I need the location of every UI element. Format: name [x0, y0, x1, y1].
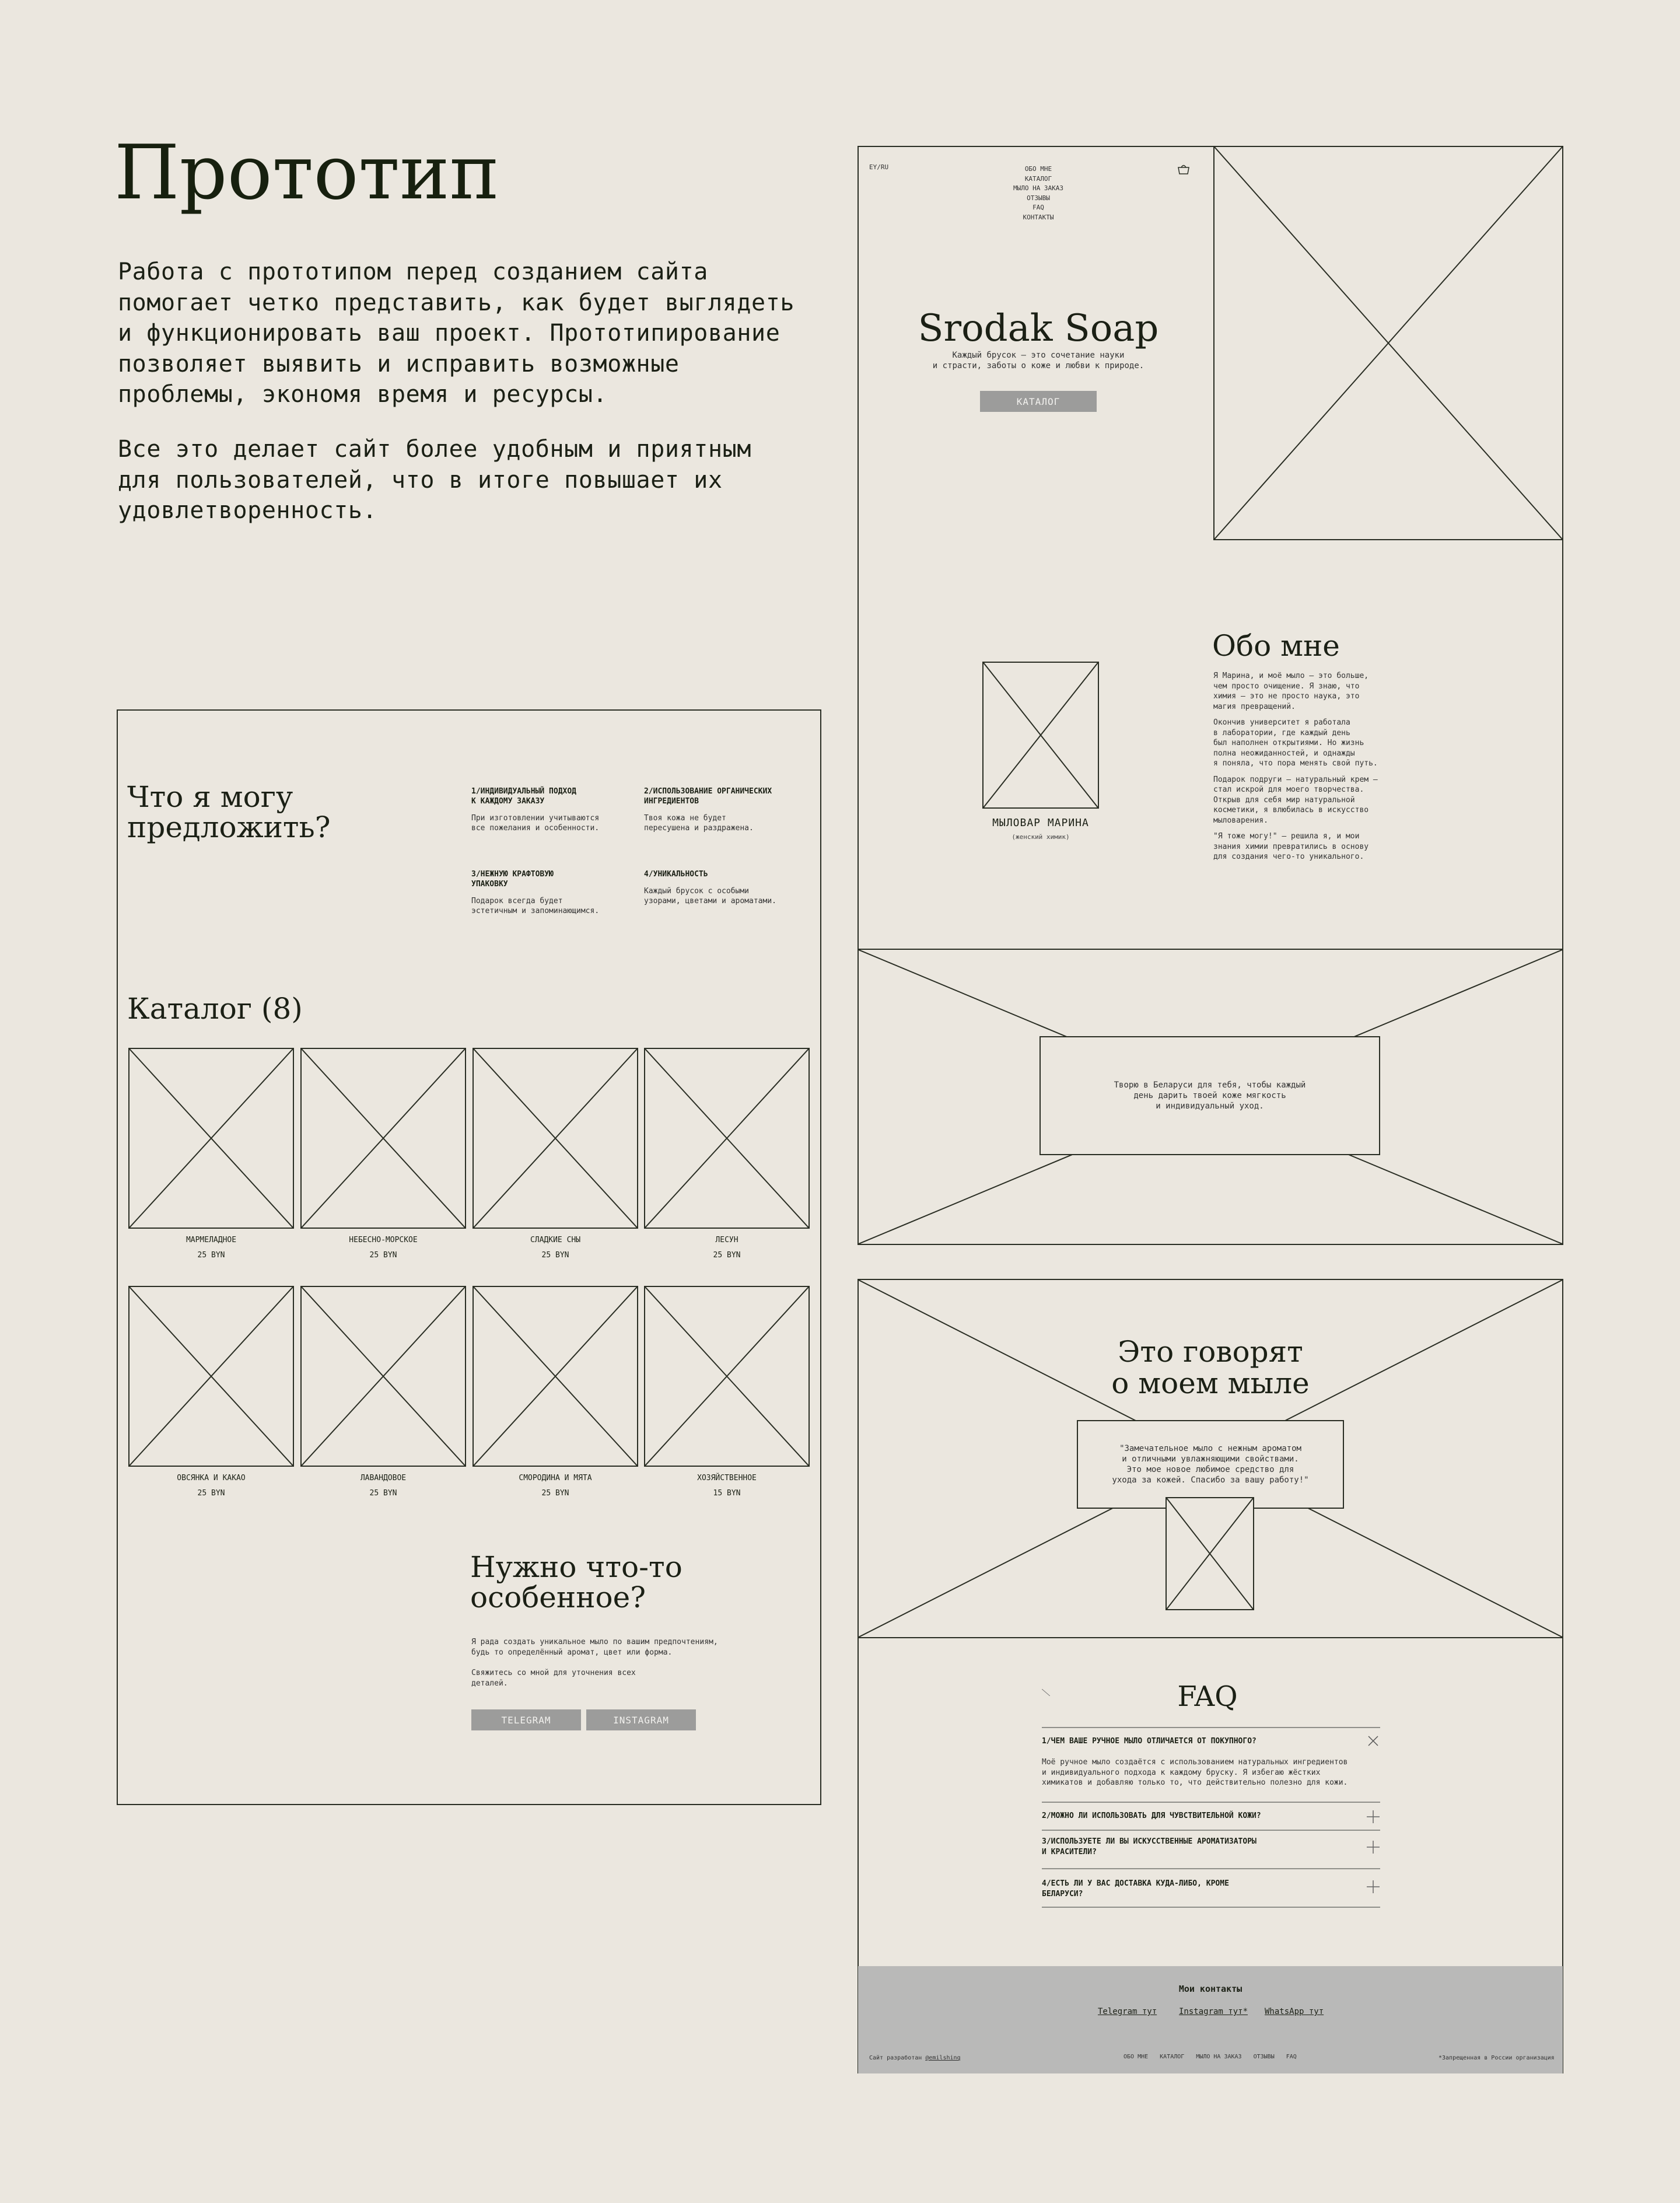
footer-nav-reviews[interactable]: ОТЗЫВЫ — [1253, 2054, 1275, 2060]
catalog-title: Каталог (8) — [127, 992, 303, 1026]
footer-disclaimer: *Запрещенная в России организация — [1438, 2055, 1555, 2061]
portrait-placeholder — [982, 662, 1099, 809]
intro-paragraph-2 — [118, 434, 751, 526]
special-line: будь то определённый аромат, цвет или форма. — [471, 1648, 673, 1657]
product-price: 25 BYN — [369, 1489, 397, 1498]
decorative-dash-icon — [1042, 1687, 1050, 1694]
intro-line: Работа с прототипом перед созданием сайта — [118, 258, 708, 285]
about-line: химия – это не просто наука, это — [1213, 692, 1360, 701]
product-price: 25 BYN — [541, 1251, 569, 1260]
intro-line: позволяет выявить и исправить возможные — [118, 350, 680, 377]
footer-instagram-link[interactable]: Instagram тут* — [1179, 2007, 1248, 2016]
special-title — [470, 1552, 682, 1613]
footer-developer-link[interactable]: @emilshinq — [925, 2055, 961, 2061]
nav-item-catalog[interactable]: КАТАЛОГ — [1024, 174, 1052, 183]
portrait-caption-name: МЫЛОВАР МАРИНА — [992, 817, 1089, 829]
product-image-placeholder[interactable] — [644, 1048, 810, 1229]
tagline-line: и страсти, заботы о коже и любви к природе. — [932, 361, 1144, 370]
product-image-placeholder[interactable] — [300, 1286, 466, 1467]
footer-telegram-link[interactable]: Telegram тут — [1098, 2007, 1157, 2016]
faq-divider — [1042, 1868, 1380, 1869]
footer-nav-catalog[interactable]: КАТАЛОГ — [1160, 2054, 1185, 2060]
about-line: стал искрой для моего творчества. — [1213, 785, 1364, 794]
special-line: Свяжитесь со мной для уточнения всех — [471, 1669, 636, 1677]
feature-title: 4/УНИКАЛЬНОСТЬ — [644, 870, 708, 879]
feature-text: все пожелания и особенности. — [471, 824, 600, 833]
about-line: я поняла, что пора менять свой путь. — [1213, 759, 1378, 768]
about-line: Открыв для себя мир натуральной — [1213, 795, 1355, 805]
feature-title: ИНГРЕДИЕНТОВ — [644, 797, 699, 806]
about-line: Я Марина, и моё мыло – это больше, — [1213, 672, 1369, 680]
faq-question-4[interactable] — [1042, 1879, 1229, 1899]
product-name[interactable]: ОВСЯНКА И КАКАО — [177, 1474, 246, 1482]
faq-question-line: 3/ИСПОЛЬЗУЕТЕ ЛИ ВЫ ИСКУССТВЕННЫЕ АРОМАТИЗАТОРЫ — [1042, 1837, 1256, 1846]
feature-2 — [644, 786, 813, 833]
faq-question-line: 4/ЕСТЬ ЛИ У ВАС ДОСТАВКА КУДА-ЛИБО, КРОМЕ — [1042, 1879, 1229, 1888]
review-line: "Замечательное мыло с нежным ароматом — [1119, 1444, 1301, 1453]
intro-line: и функционировать ваш проект. Прототипирование — [118, 320, 780, 347]
main-nav — [992, 165, 1085, 222]
offer-title — [127, 782, 331, 842]
feature-text: узорами, цветами и ароматами. — [644, 897, 776, 905]
close-icon[interactable] — [1367, 1735, 1379, 1747]
feature-4 — [644, 869, 813, 906]
feature-1 — [471, 786, 635, 833]
product-image-placeholder[interactable] — [128, 1048, 294, 1229]
about-paragraph — [1213, 831, 1423, 862]
about-line: "Я тоже могу!" – решила я, и мои — [1213, 832, 1360, 841]
nav-item-custom-soap[interactable]: МЫЛО НА ЗАКАЗ — [1013, 184, 1064, 192]
product-price: 15 BYN — [713, 1489, 741, 1498]
product-name[interactable]: СЛАДКИЕ СНЫ — [530, 1236, 581, 1244]
product-image-placeholder[interactable] — [300, 1048, 466, 1229]
feature-title: УПАКОВКУ — [471, 880, 508, 889]
hero-image-placeholder — [1213, 146, 1563, 540]
product-image-placeholder[interactable] — [128, 1286, 294, 1467]
about-title: Обо мне — [1212, 629, 1340, 663]
footer-nav-about[interactable]: ОБО МНЕ — [1124, 2054, 1149, 2060]
instagram-button[interactable]: INSTAGRAM — [586, 1709, 696, 1730]
product-price: 25 BYN — [541, 1489, 569, 1498]
intro-line: помогает четко представить, как будет выглядеть — [118, 289, 795, 316]
about-line: для создания чего-то уникального. — [1213, 852, 1364, 861]
page-title: Прототип — [114, 130, 499, 216]
feature-text: эстетичным и запоминающимся. — [471, 907, 600, 915]
faq-answer-line: химикатов и добавляю только то, что действительно полезно для кожи. — [1042, 1778, 1348, 1787]
catalog-button[interactable]: КАТАЛОГ — [980, 391, 1097, 412]
faq-divider — [1042, 1802, 1380, 1803]
basket-icon[interactable] — [1177, 163, 1190, 175]
banner-card — [1040, 1036, 1380, 1155]
review-line: ухода за кожей. Спасибо за вашу работу!" — [1112, 1475, 1309, 1485]
feature-text: Каждый брусок с особыми — [644, 887, 750, 896]
about-line: знания химии превратились в основу — [1213, 842, 1369, 851]
about-line: косметики, я влюбилась в искусство — [1213, 806, 1369, 814]
offer-title-line: Что я могу — [127, 780, 293, 814]
feature-3 — [471, 869, 635, 916]
feature-text: Подарок всегда будет — [471, 897, 563, 905]
plus-icon[interactable] — [1366, 1840, 1380, 1854]
faq-question-1[interactable]: 1/ЧЕМ ВАШЕ РУЧНОЕ МЫЛО ОТЛИЧАЕТСЯ ОТ ПОКУПНОГО? — [1042, 1737, 1256, 1746]
faq-question-3[interactable] — [1042, 1837, 1256, 1857]
special-line: Я рада создать уникальное мыло по вашим предпочтениям, — [471, 1638, 718, 1646]
special-title-line: Нужно что-то — [470, 1550, 682, 1584]
footer-nav — [1124, 2054, 1297, 2060]
about-line: Подарок подруги – натуральный крем – — [1213, 775, 1378, 784]
faq-divider — [1042, 1727, 1380, 1728]
nav-item-reviews[interactable]: ОТЗЫВЫ — [1027, 194, 1050, 202]
about-line: чем просто очищение. Я знаю, что — [1213, 681, 1360, 691]
feature-text: При изготовлении учитываются — [471, 814, 600, 823]
nav-item-faq[interactable]: FAQ — [1032, 204, 1044, 211]
feature-title: 2/ИСПОЛЬЗОВАНИЕ ОРГАНИЧЕСКИХ — [644, 787, 772, 796]
about-line: полна неожиданностей, и однажды — [1213, 749, 1355, 758]
footer-whatsapp-link[interactable]: WhatsApp тут — [1265, 2007, 1324, 2016]
special-line: деталей. — [471, 1679, 508, 1688]
plus-icon[interactable] — [1366, 1810, 1380, 1824]
about-line: в лаборатории, где каждый день — [1213, 728, 1350, 737]
banner-line: Творю в Беларуси для тебя, чтобы каждый — [1114, 1080, 1306, 1090]
plus-icon[interactable] — [1366, 1880, 1380, 1894]
reviews-title-line: о моем мыле — [1111, 1366, 1310, 1400]
banner-line: день дарить твоей коже мягкость — [1133, 1091, 1286, 1100]
reviews-title-line: Это говорят — [1118, 1335, 1303, 1369]
faq-question-line: БЕЛАРУСИ? — [1042, 1889, 1083, 1898]
faq-divider — [1042, 1907, 1380, 1908]
intro-line: проблемы, экономя время и ресурсы. — [118, 381, 608, 408]
footer-contacts-title: Мои контакты — [1178, 1984, 1242, 1994]
footer-nav-custom-soap[interactable]: МЫЛО НА ЗАКАЗ — [1196, 2054, 1242, 2060]
tagline-line: Каждый брусок – это сочетание науки — [952, 351, 1125, 360]
product-image-placeholder[interactable] — [644, 1286, 810, 1467]
portrait-caption-role: (женский химик) — [1012, 833, 1070, 841]
special-title-line: особенное? — [470, 1580, 646, 1614]
feature-text: Твоя кожа не будет — [644, 814, 726, 823]
about-line: магия превращений. — [1213, 702, 1296, 711]
faq-title: FAQ — [1177, 1680, 1238, 1713]
nav-item-contacts[interactable]: КОНТАКТЫ — [1023, 213, 1054, 221]
reviewer-photo-placeholder — [1166, 1497, 1254, 1610]
reviews-title — [1059, 1336, 1362, 1399]
intro-line: Все это делает сайт более удобным и приятным — [118, 436, 752, 463]
faq-question-line: И КРАСИТЕЛИ? — [1042, 1847, 1097, 1856]
product-name[interactable]: ЛАВАНДОВОЕ — [360, 1474, 407, 1482]
feature-text: пересушена и раздражена. — [644, 824, 754, 833]
product-name[interactable]: НЕБЕСНО-МОРСКОЕ — [349, 1236, 418, 1244]
about-line: мыловарения. — [1213, 816, 1268, 825]
feature-title: 1/ИНДИВИДУАЛЬНЫЙ ПОДХОД — [471, 787, 577, 796]
intro-line: удовлетворенность. — [118, 497, 377, 524]
product-price: 25 BYN — [197, 1251, 225, 1260]
faq-divider — [1042, 1830, 1380, 1831]
nav-item-about[interactable]: ОБО МНЕ — [1024, 165, 1052, 173]
language-switch[interactable]: EY/RU — [869, 163, 889, 171]
hero-tagline — [892, 350, 1184, 371]
product-image-placeholder[interactable] — [473, 1048, 638, 1229]
faq-answer-1 — [1042, 1757, 1380, 1788]
special-text — [471, 1637, 798, 1688]
banner-line: и индивидуальный уход. — [1156, 1102, 1264, 1111]
brand-name: Srodak Soap — [918, 307, 1159, 350]
about-line: Окончив университет я работала — [1213, 718, 1350, 727]
review-card — [1077, 1420, 1344, 1509]
faq-answer-line: Моё ручное мыло создаётся с использованием натуральных ингредиентов — [1042, 1758, 1348, 1767]
footer-developer — [869, 2055, 961, 2061]
product-name[interactable]: СМОРОДИНА И МЯТА — [519, 1474, 592, 1482]
review-line: Это мое новое любимое средство для — [1126, 1465, 1294, 1474]
about-paragraph — [1213, 718, 1423, 769]
about-line: был наполнен открытиями. Но жизнь — [1213, 739, 1364, 747]
faq-question-2[interactable]: 2/МОЖНО ЛИ ИСПОЛЬЗОВАТЬ ДЛЯ ЧУВСТВИТЕЛЬНОЙ КОЖИ? — [1042, 1812, 1261, 1820]
faq-answer-line: и индивидуального подхода к каждому бруску. Я избегаю жёстких — [1042, 1768, 1321, 1777]
footer-developer-prefix: Сайт разработан — [869, 2055, 922, 2061]
intro-paragraph-1 — [118, 257, 794, 410]
about-paragraph — [1213, 775, 1423, 826]
feature-title: К КАЖДОМУ ЗАКАЗУ — [471, 797, 545, 806]
product-price: 25 BYN — [713, 1251, 741, 1260]
product-price: 25 BYN — [197, 1489, 225, 1498]
telegram-button[interactable]: TELEGRAM — [471, 1709, 581, 1730]
about-paragraph — [1213, 671, 1423, 712]
footer-nav-faq[interactable]: FAQ — [1286, 2054, 1297, 2060]
about-text — [1213, 671, 1423, 862]
product-price: 25 BYN — [369, 1251, 397, 1260]
product-name[interactable]: ХОЗЯЙСТВЕННОЕ — [697, 1474, 757, 1482]
offer-title-line: предложить? — [127, 810, 331, 844]
product-name[interactable]: МАРМЕЛАДНОЕ — [186, 1236, 237, 1244]
product-image-placeholder[interactable] — [473, 1286, 638, 1467]
review-line: и отличными увлажняющими свойствами. — [1122, 1454, 1299, 1464]
intro-line: для пользователей, что в итоге повышает их — [118, 466, 723, 494]
feature-title: 3/НЕЖНУЮ КРАФТОВУЮ — [471, 870, 554, 879]
product-name[interactable]: ЛЕСУН — [715, 1236, 738, 1244]
